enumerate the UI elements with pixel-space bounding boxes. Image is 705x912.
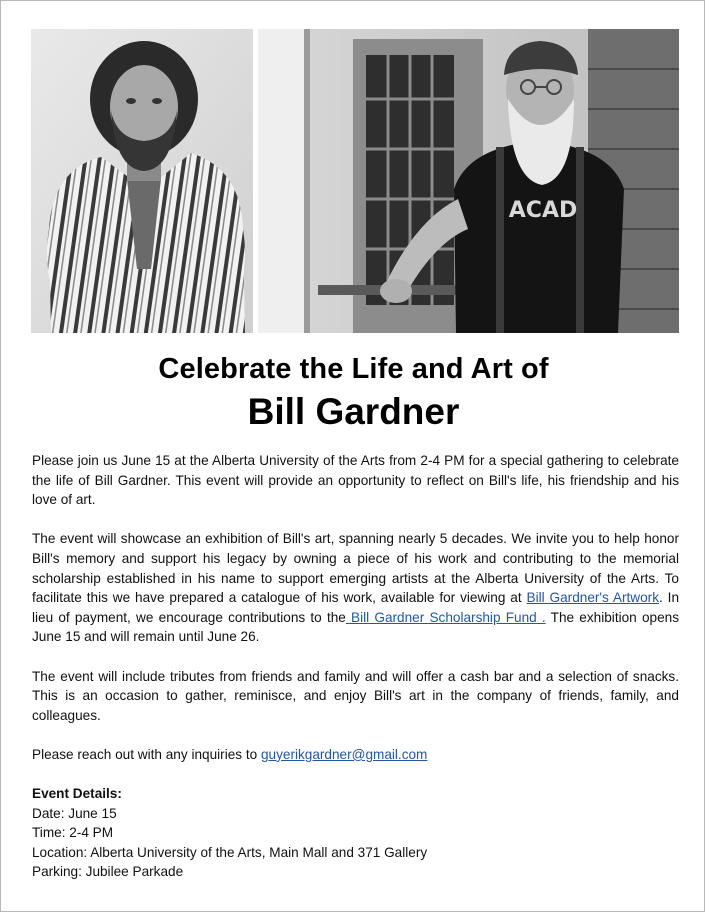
contact-email-link[interactable]: guyerikgardner@gmail.com (260, 746, 428, 762)
paragraph-contact (32, 745, 679, 765)
artwork-catalogue-link[interactable]: Bill Gardner's Artwork (526, 590, 660, 606)
event-time: Time: 2-4 PM (32, 825, 114, 841)
event-date: Date: June 15 (32, 805, 117, 821)
paragraph-tributes: The event will include tributes from friends and family and will offer a cash bar and a selection of snacks. This is an occasion to gather, reminisce, and enjoy Bill's art in the company of friends, family, and colleagues. (32, 668, 679, 723)
paragraph-exhibition-text3: The exhibition opens June 15 and will remain until June 26. (32, 609, 679, 645)
paragraph-exhibition-text2: . In lieu of payment, we encourage contributions to the (32, 590, 680, 625)
page-title-name: Bill Gardner (247, 391, 460, 432)
paragraph-exhibition-text1: The event will showcase an exhibition of Bill's art, spanning nearly 5 decades. We invite you to help honor Bill's memory and support his legacy by owning a piece of his work and contributing to the memorial scholarship established in his name to support emerging artists at the Alberta University of the Arts. To facilitate this we have prepared a catalogue of his work, available for viewing at (32, 531, 679, 606)
flyer-body (32, 451, 679, 882)
paragraph-intro: Please join us June 15 at the Alberta University of the Arts from 2-4 PM for a special gathering to celebrate the life of Bill Gardner. This event will provide an opportunity to reflect on Bill's life, his friendship and his love of art. (32, 453, 679, 508)
scholarship-fund-link[interactable]: Bill Gardner Scholarship Fund . (345, 609, 546, 625)
event-details (32, 784, 679, 882)
event-parking: Parking: Jubilee Parkade (32, 864, 184, 880)
shirt-text: ACAD (508, 198, 578, 223)
photo-young-bill (31, 29, 253, 333)
event-location: Location: Alberta University of the Arts, Main Mall and 371 Gallery (32, 844, 428, 860)
paragraph-exhibition (32, 529, 679, 647)
paragraph-contact-text: Please reach out with any inquiries to (32, 746, 261, 762)
photo-older-bill (258, 29, 679, 333)
event-details-header: Event Details: (32, 786, 122, 802)
page-title-line1: Celebrate the Life and Art of (158, 353, 549, 385)
